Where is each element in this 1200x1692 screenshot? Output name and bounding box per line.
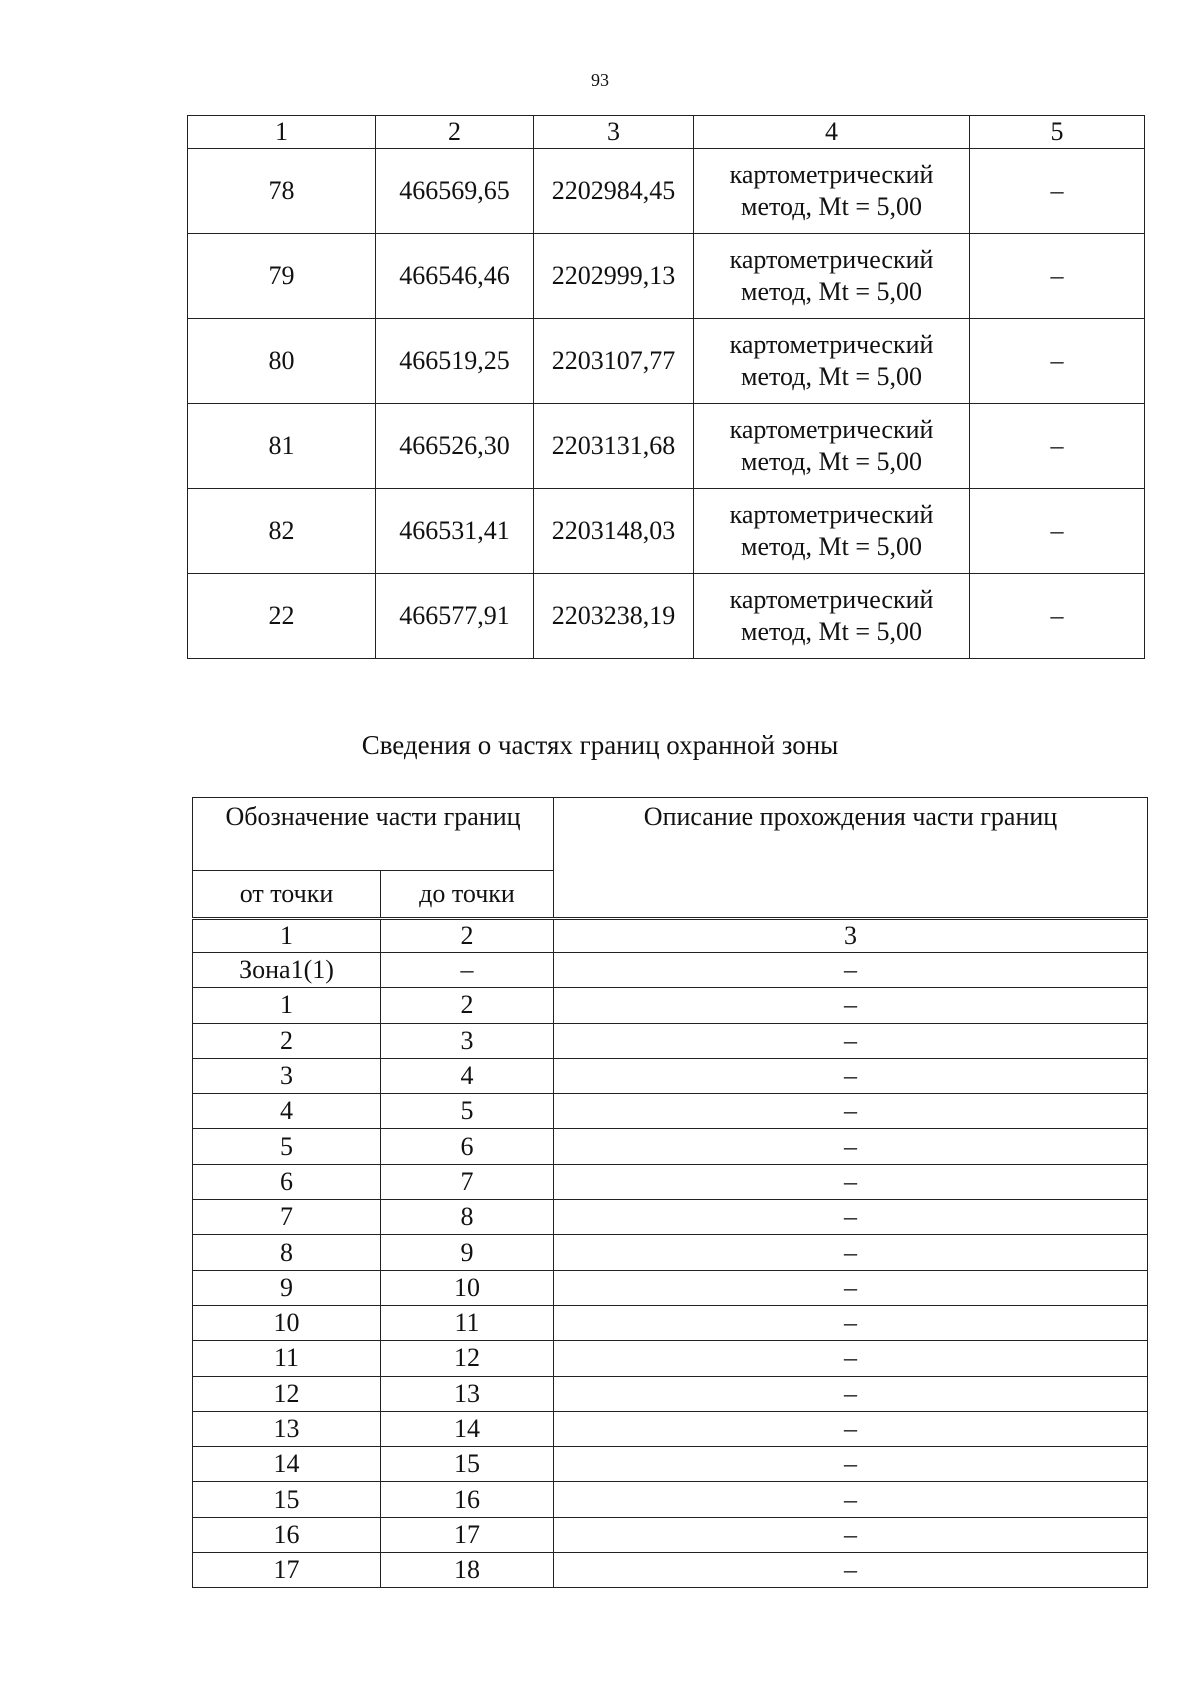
point-number: 82 [188,489,376,574]
x-coordinate: 466519,25 [376,319,534,404]
method-line: картометрический [729,585,934,614]
method-line: картометрический [729,245,934,274]
method-line: картометрический [729,160,934,189]
method-cell [694,149,970,234]
from-point: 8 [193,1235,381,1270]
part-description: – [554,1094,1148,1129]
from-point: 9 [193,1270,381,1305]
to-point: – [381,953,554,988]
method-line: картометрический [729,415,934,444]
boundary-part-row [193,1023,1148,1058]
note-cell: – [970,234,1145,319]
method-cell [694,574,970,659]
from-point: 15 [193,1482,381,1517]
y-coordinate: 2203107,77 [534,319,694,404]
to-point: 6 [381,1129,554,1164]
from-point: 16 [193,1517,381,1552]
from-point: 7 [193,1200,381,1235]
designation-header: Обозначение части границ [193,798,554,871]
note-cell: – [970,149,1145,234]
boundary-part-row [193,1094,1148,1129]
method-cell [694,319,970,404]
point-number: 78 [188,149,376,234]
boundary-part-row [193,1482,1148,1517]
to-point: 12 [381,1341,554,1376]
part-description: – [554,1411,1148,1446]
method-line: метод, Mt = 5,00 [741,192,922,221]
from-point: 10 [193,1305,381,1340]
boundary-part-row [193,988,1148,1023]
method-cell [694,404,970,489]
method-line: метод, Mt = 5,00 [741,532,922,561]
column-header: 2 [376,116,534,149]
from-point: 4 [193,1094,381,1129]
boundary-part-row [193,1305,1148,1340]
y-coordinate: 2202984,45 [534,149,694,234]
boundary-part-row [193,1164,1148,1199]
column-number-row [193,919,1148,953]
coordinates-row [188,489,1145,574]
from-point-header: от точки [193,871,381,919]
to-point: 11 [381,1305,554,1340]
from-point: 2 [193,1023,381,1058]
boundary-part-row [193,1553,1148,1588]
method-line: картометрический [729,330,934,359]
from-point: 13 [193,1411,381,1446]
column-number: 2 [381,919,554,953]
from-point: 17 [193,1553,381,1588]
to-point: 7 [381,1164,554,1199]
from-point: 14 [193,1447,381,1482]
part-description: – [554,1376,1148,1411]
to-point: 10 [381,1270,554,1305]
to-point: 3 [381,1023,554,1058]
y-coordinate: 2202999,13 [534,234,694,319]
coordinates-header-row [188,116,1145,149]
boundary-part-row [193,1447,1148,1482]
part-description: – [554,1447,1148,1482]
y-coordinate: 2203148,03 [534,489,694,574]
boundary-part-row [193,953,1148,988]
part-description: – [554,1200,1148,1235]
column-header: 4 [694,116,970,149]
column-header: 5 [970,116,1145,149]
method-line: метод, Mt = 5,00 [741,447,922,476]
coordinates-row [188,234,1145,319]
x-coordinate: 466526,30 [376,404,534,489]
coordinates-table [187,115,1145,659]
from-point: 6 [193,1164,381,1199]
to-point: 18 [381,1553,554,1588]
boundary-part-row [193,1411,1148,1446]
description-header: Описание прохождения части границ [554,798,1148,919]
part-description: – [554,1305,1148,1340]
point-number: 22 [188,574,376,659]
to-point: 16 [381,1482,554,1517]
coordinates-row [188,319,1145,404]
part-description: – [554,1482,1148,1517]
page-number: 93 [591,70,609,90]
boundary-part-row [193,1235,1148,1270]
column-number: 1 [193,919,381,953]
to-point: 15 [381,1447,554,1482]
x-coordinate: 466531,41 [376,489,534,574]
boundary-parts-table [192,797,1148,1588]
from-point: 1 [193,988,381,1023]
to-point: 4 [381,1058,554,1093]
column-header: 3 [534,116,694,149]
to-point: 14 [381,1411,554,1446]
point-number: 80 [188,319,376,404]
method-line: метод, Mt = 5,00 [741,362,922,391]
boundary-part-row [193,1376,1148,1411]
method-line: картометрический [729,500,934,529]
note-cell: – [970,319,1145,404]
to-point: 8 [381,1200,554,1235]
note-cell: – [970,574,1145,659]
part-description: – [554,1058,1148,1093]
column-number: 3 [554,919,1148,953]
y-coordinate: 2203238,19 [534,574,694,659]
note-cell: – [970,404,1145,489]
x-coordinate: 466546,46 [376,234,534,319]
part-description: – [554,1553,1148,1588]
from-point: 5 [193,1129,381,1164]
part-description: – [554,1341,1148,1376]
section-title: Сведения о частях границ охранной зоны [361,730,839,760]
column-header: 1 [188,116,376,149]
part-description: – [554,1164,1148,1199]
part-description: – [554,1517,1148,1552]
to-point: 2 [381,988,554,1023]
to-point-header: до точки [381,871,554,919]
part-description: – [554,1129,1148,1164]
method-cell [694,489,970,574]
x-coordinate: 466577,91 [376,574,534,659]
part-description: – [554,1235,1148,1270]
boundary-part-row [193,1270,1148,1305]
part-description: – [554,953,1148,988]
coordinates-row [188,404,1145,489]
boundary-part-row [193,1341,1148,1376]
to-point: 13 [381,1376,554,1411]
method-cell [694,234,970,319]
from-point: 12 [193,1376,381,1411]
from-point: Зона1(1) [193,953,381,988]
to-point: 9 [381,1235,554,1270]
from-point: 11 [193,1341,381,1376]
x-coordinate: 466569,65 [376,149,534,234]
boundary-part-row [193,1058,1148,1093]
to-point: 5 [381,1094,554,1129]
boundary-part-row [193,1517,1148,1552]
boundary-part-row [193,1129,1148,1164]
coordinates-row [188,574,1145,659]
boundary-part-row [193,1200,1148,1235]
from-point: 3 [193,1058,381,1093]
part-description: – [554,988,1148,1023]
to-point: 17 [381,1517,554,1552]
method-line: метод, Mt = 5,00 [741,277,922,306]
note-cell: – [970,489,1145,574]
part-description: – [554,1023,1148,1058]
part-description: – [554,1270,1148,1305]
y-coordinate: 2203131,68 [534,404,694,489]
point-number: 81 [188,404,376,489]
coordinates-row [188,149,1145,234]
point-number: 79 [188,234,376,319]
method-line: метод, Mt = 5,00 [741,617,922,646]
